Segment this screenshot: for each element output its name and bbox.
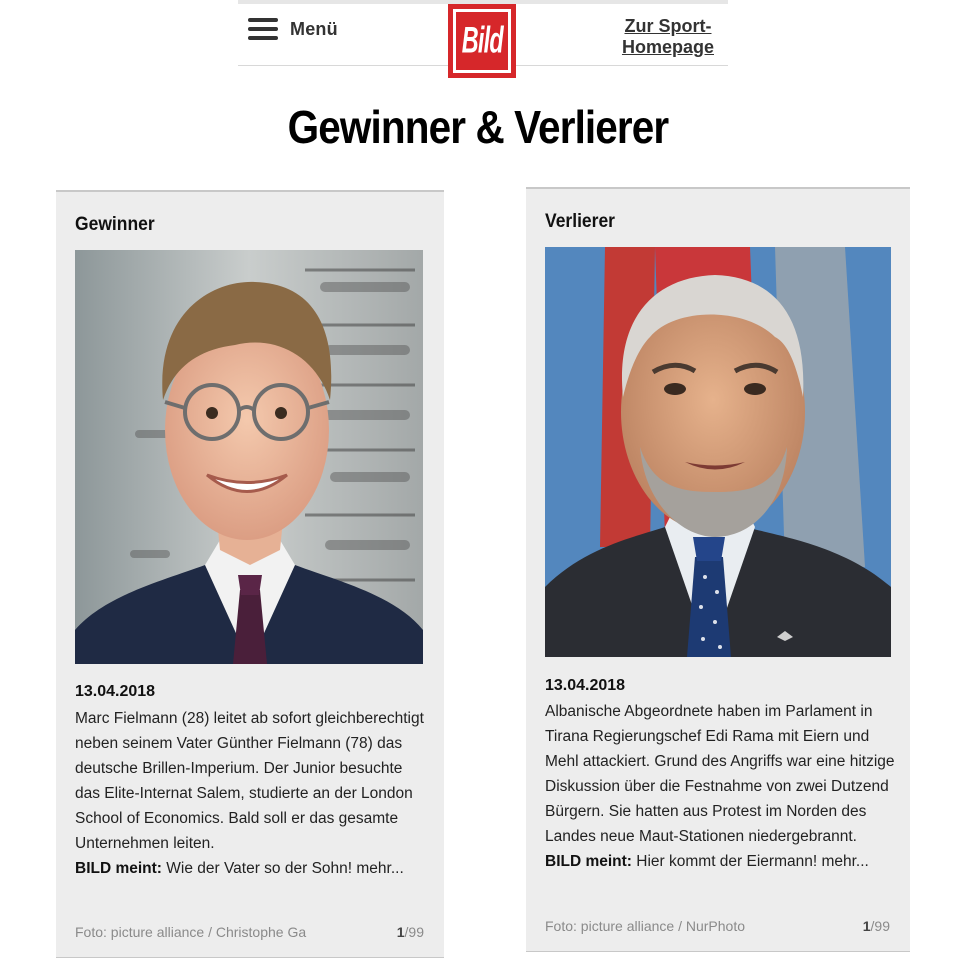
bild-meint-more-link[interactable]: Wie der Vater so der Sohn! mehr... bbox=[161, 860, 404, 877]
card-label: Gewinner bbox=[75, 214, 155, 235]
logo-text: Bild bbox=[461, 19, 503, 61]
photo-credit: Foto: picture alliance / Christophe Ga bbox=[75, 924, 307, 940]
page-title: Gewinner & Verlierer bbox=[287, 101, 669, 153]
sport-link-line1: Zur Sport- bbox=[624, 16, 712, 36]
counter-current: 1 bbox=[862, 918, 871, 934]
counter-current: 1 bbox=[396, 924, 405, 940]
article-body: Albanische Abgeordnete haben im Parlament in Tirana Regierungschef Edi Rama mit Eiern und Mehl attackiert. Grund des Angriffs war eine hitzige Diskussion über die Festnahme von zwei Dutzend Bürgern. Sie hatten aus Protest im Norden des Landes neue Maut-Stationen niedergebrannt. bbox=[545, 703, 895, 845]
counter-total: /99 bbox=[870, 918, 890, 934]
winner-card bbox=[56, 190, 444, 958]
gallery-counter bbox=[397, 924, 424, 940]
hamburger-icon bbox=[248, 18, 278, 40]
menu-label: Menü bbox=[290, 18, 338, 39]
gallery-counter bbox=[863, 918, 890, 934]
article-text bbox=[545, 699, 897, 874]
article-date: 13.04.2018 bbox=[545, 677, 626, 694]
bild-meint-more-link[interactable]: Hier kommt der Eiermann! mehr... bbox=[631, 853, 869, 870]
article-date: 13.04.2018 bbox=[75, 683, 156, 700]
card-label: Verlierer bbox=[545, 211, 615, 232]
photo-credit: Foto: picture alliance / NurPhoto bbox=[545, 918, 745, 934]
winner-portrait-image bbox=[75, 250, 423, 664]
article-body: Marc Fielmann (28) leitet ab sofort gleichberechtigt neben seinem Vater Günther Fielmann (78) das deutsche Brillen-Imperium. Der Junior besuchte das Elite-Internat Salem, studierte an der London School of Economics. Bald soll er das gesamte Unternehmen leiten. bbox=[75, 710, 424, 852]
article-text bbox=[75, 706, 427, 881]
bild-meint bbox=[75, 856, 427, 881]
loser-portrait-image bbox=[545, 247, 891, 657]
bild-logo[interactable] bbox=[448, 4, 516, 78]
site-header bbox=[238, 0, 728, 66]
menu-button[interactable] bbox=[248, 18, 338, 40]
loser-photo[interactable] bbox=[545, 247, 891, 657]
bild-meint-label: BILD meint: bbox=[545, 853, 632, 870]
loser-card bbox=[526, 187, 910, 952]
sport-homepage-link[interactable] bbox=[622, 16, 714, 58]
winner-photo[interactable] bbox=[75, 250, 423, 664]
bild-meint-label: BILD meint: bbox=[75, 860, 162, 877]
sport-link-line2: Homepage bbox=[621, 37, 714, 57]
counter-total: /99 bbox=[404, 924, 424, 940]
bild-meint bbox=[545, 849, 897, 874]
